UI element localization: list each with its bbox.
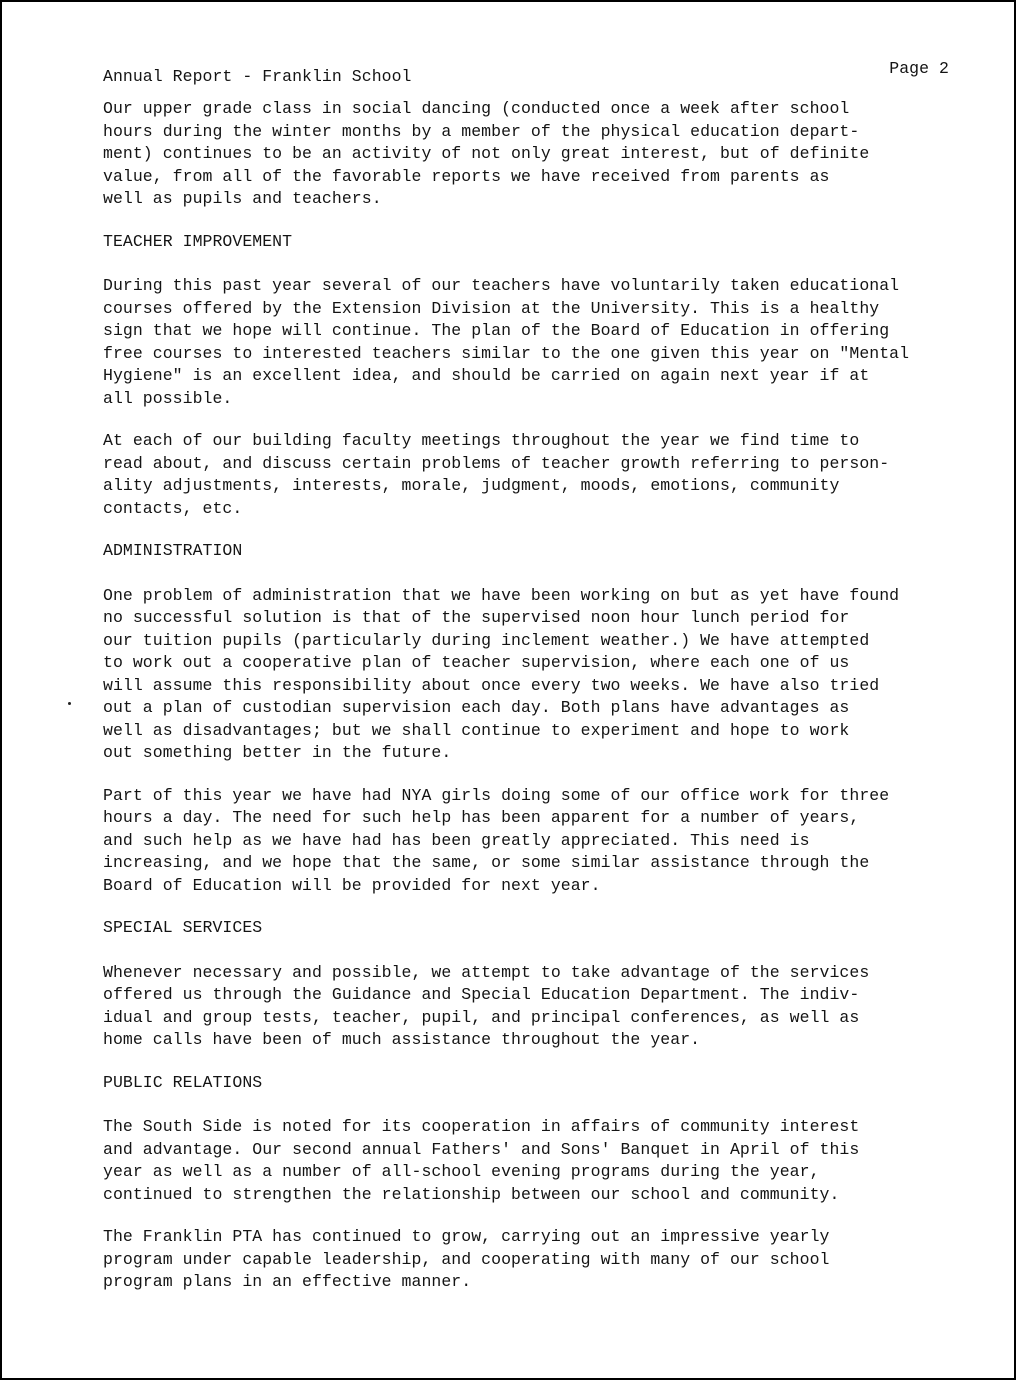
paragraph-line: to work out a cooperative plan of teacher supervision, where each one of us	[103, 653, 850, 672]
paragraph-line: hours during the winter months by a member of the physical education depart-	[103, 121, 860, 141]
paragraph-line: well as disadvantages; but we shall continue to experiment and hope to work	[103, 720, 850, 740]
paragraph-line: and such help as we have had has been greatly appreciated. This need is	[103, 830, 810, 850]
paragraph-line: Our upper grade class in social dancing (conducted once a week after school	[103, 99, 850, 118]
teacher-improvement-paragraph-2	[103, 430, 963, 520]
paragraph-line: courses offered by the Extension Division at the University. This is a healthy	[103, 298, 880, 318]
public-relations-paragraph-2	[103, 1226, 963, 1294]
paragraph-line: home calls have been of much assistance throughout the year.	[103, 1030, 701, 1049]
paragraph-line: offered us through the Guidance and Special Education Department. The indiv-	[103, 985, 860, 1004]
paragraph-line: free courses to interested teachers similar to the one given this year on "Mental	[103, 343, 910, 363]
paragraph-line: Whenever necessary and possible, we attempt to take advantage of the services	[103, 962, 870, 982]
paragraph-line: The Franklin PTA has continued to grow, carrying out an impressive yearly	[103, 1227, 830, 1246]
paragraph-line: One problem of administration that we have been working on but as yet have found	[103, 585, 900, 605]
paragraph-line: out a plan of custodian supervision each day. Both plans have advantages as	[103, 698, 850, 717]
paragraph-line: program plans in an effective manner.	[103, 1272, 472, 1291]
report-title: Annual Report - Franklin School	[103, 67, 412, 86]
paragraph-line: At each of our building faculty meetings throughout the year we find time to	[103, 431, 860, 450]
paragraph-line: Part of this year we have had NYA girls doing some of our office work for three	[103, 785, 890, 805]
paragraph-line: well as pupils and teachers.	[103, 189, 382, 208]
paragraph-line: The South Side is noted for its cooperation in affairs of community interest	[103, 1117, 860, 1136]
paragraph-line: hours a day. The need for such help has been apparent for a number of years,	[103, 808, 860, 827]
administration-paragraph-1	[103, 585, 963, 765]
special-services-paragraph	[103, 962, 963, 1052]
paragraph-line: will assume this responsibility about once every two weeks. We have also tried	[103, 675, 880, 695]
paragraph-line: and advantage. Our second annual Fathers' and Sons' Banquet in April of this	[103, 1139, 860, 1159]
paragraph-line: idual and group tests, teacher, pupil, and principal conferences, as well as	[103, 1007, 860, 1027]
paragraph-line: ment) continues to be an activity of not only great interest, but of definite	[103, 144, 870, 163]
paragraph-line: no successful solution is that of the supervised noon hour lunch period for	[103, 608, 850, 627]
section-heading-public-relations: PUBLIC RELATIONS	[103, 1072, 263, 1092]
paragraph-line: value, from all of the favorable reports we have received from parents as	[103, 166, 830, 186]
page-number: Page 2	[889, 59, 949, 78]
paragraph-line: out something better in the future.	[103, 743, 452, 762]
teacher-improvement-paragraph-1	[103, 275, 963, 410]
section-heading-teacher-improvement: TEACHER IMPROVEMENT	[103, 231, 293, 251]
paragraph-line: During this past year several of our teachers have voluntarily taken educational	[103, 276, 900, 295]
public-relations-paragraph-1	[103, 1116, 963, 1206]
intro-paragraph	[103, 98, 963, 211]
paragraph-line: Hygiene" is an excellent idea, and should be carried on again next year if at	[103, 366, 870, 385]
paragraph-line: read about, and discuss certain problems of teacher growth referring to person-	[103, 453, 890, 473]
paragraph-line: ality adjustments, interests, morale, judgment, moods, emotions, community	[103, 476, 840, 495]
section-heading-special-services: SPECIAL SERVICES	[103, 918, 263, 937]
stray-ink-mark	[68, 702, 71, 705]
paragraph-line: increasing, and we hope that the same, or some similar assistance through the	[103, 853, 870, 872]
paragraph-line: sign that we hope will continue. The plan of the Board of Education in offering	[103, 321, 890, 340]
paragraph-line: Board of Education will be provided for next year.	[103, 875, 601, 895]
administration-paragraph-2	[103, 785, 963, 898]
page-header	[103, 59, 963, 98]
paragraph-line: program under capable leadership, and cooperating with many of our school	[103, 1249, 830, 1269]
document-page	[103, 59, 963, 1314]
paragraph-line: contacts, etc.	[103, 498, 243, 518]
paragraph-line: all possible.	[103, 388, 233, 408]
section-heading-administration: ADMINISTRATION	[103, 541, 243, 560]
paragraph-line: continued to strengthen the relationship between our school and community.	[103, 1184, 840, 1204]
paragraph-line: our tuition pupils (particularly during inclement weather.) We have attempted	[103, 630, 870, 650]
paragraph-line: year as well as a number of all-school evening programs during the year,	[103, 1162, 820, 1181]
